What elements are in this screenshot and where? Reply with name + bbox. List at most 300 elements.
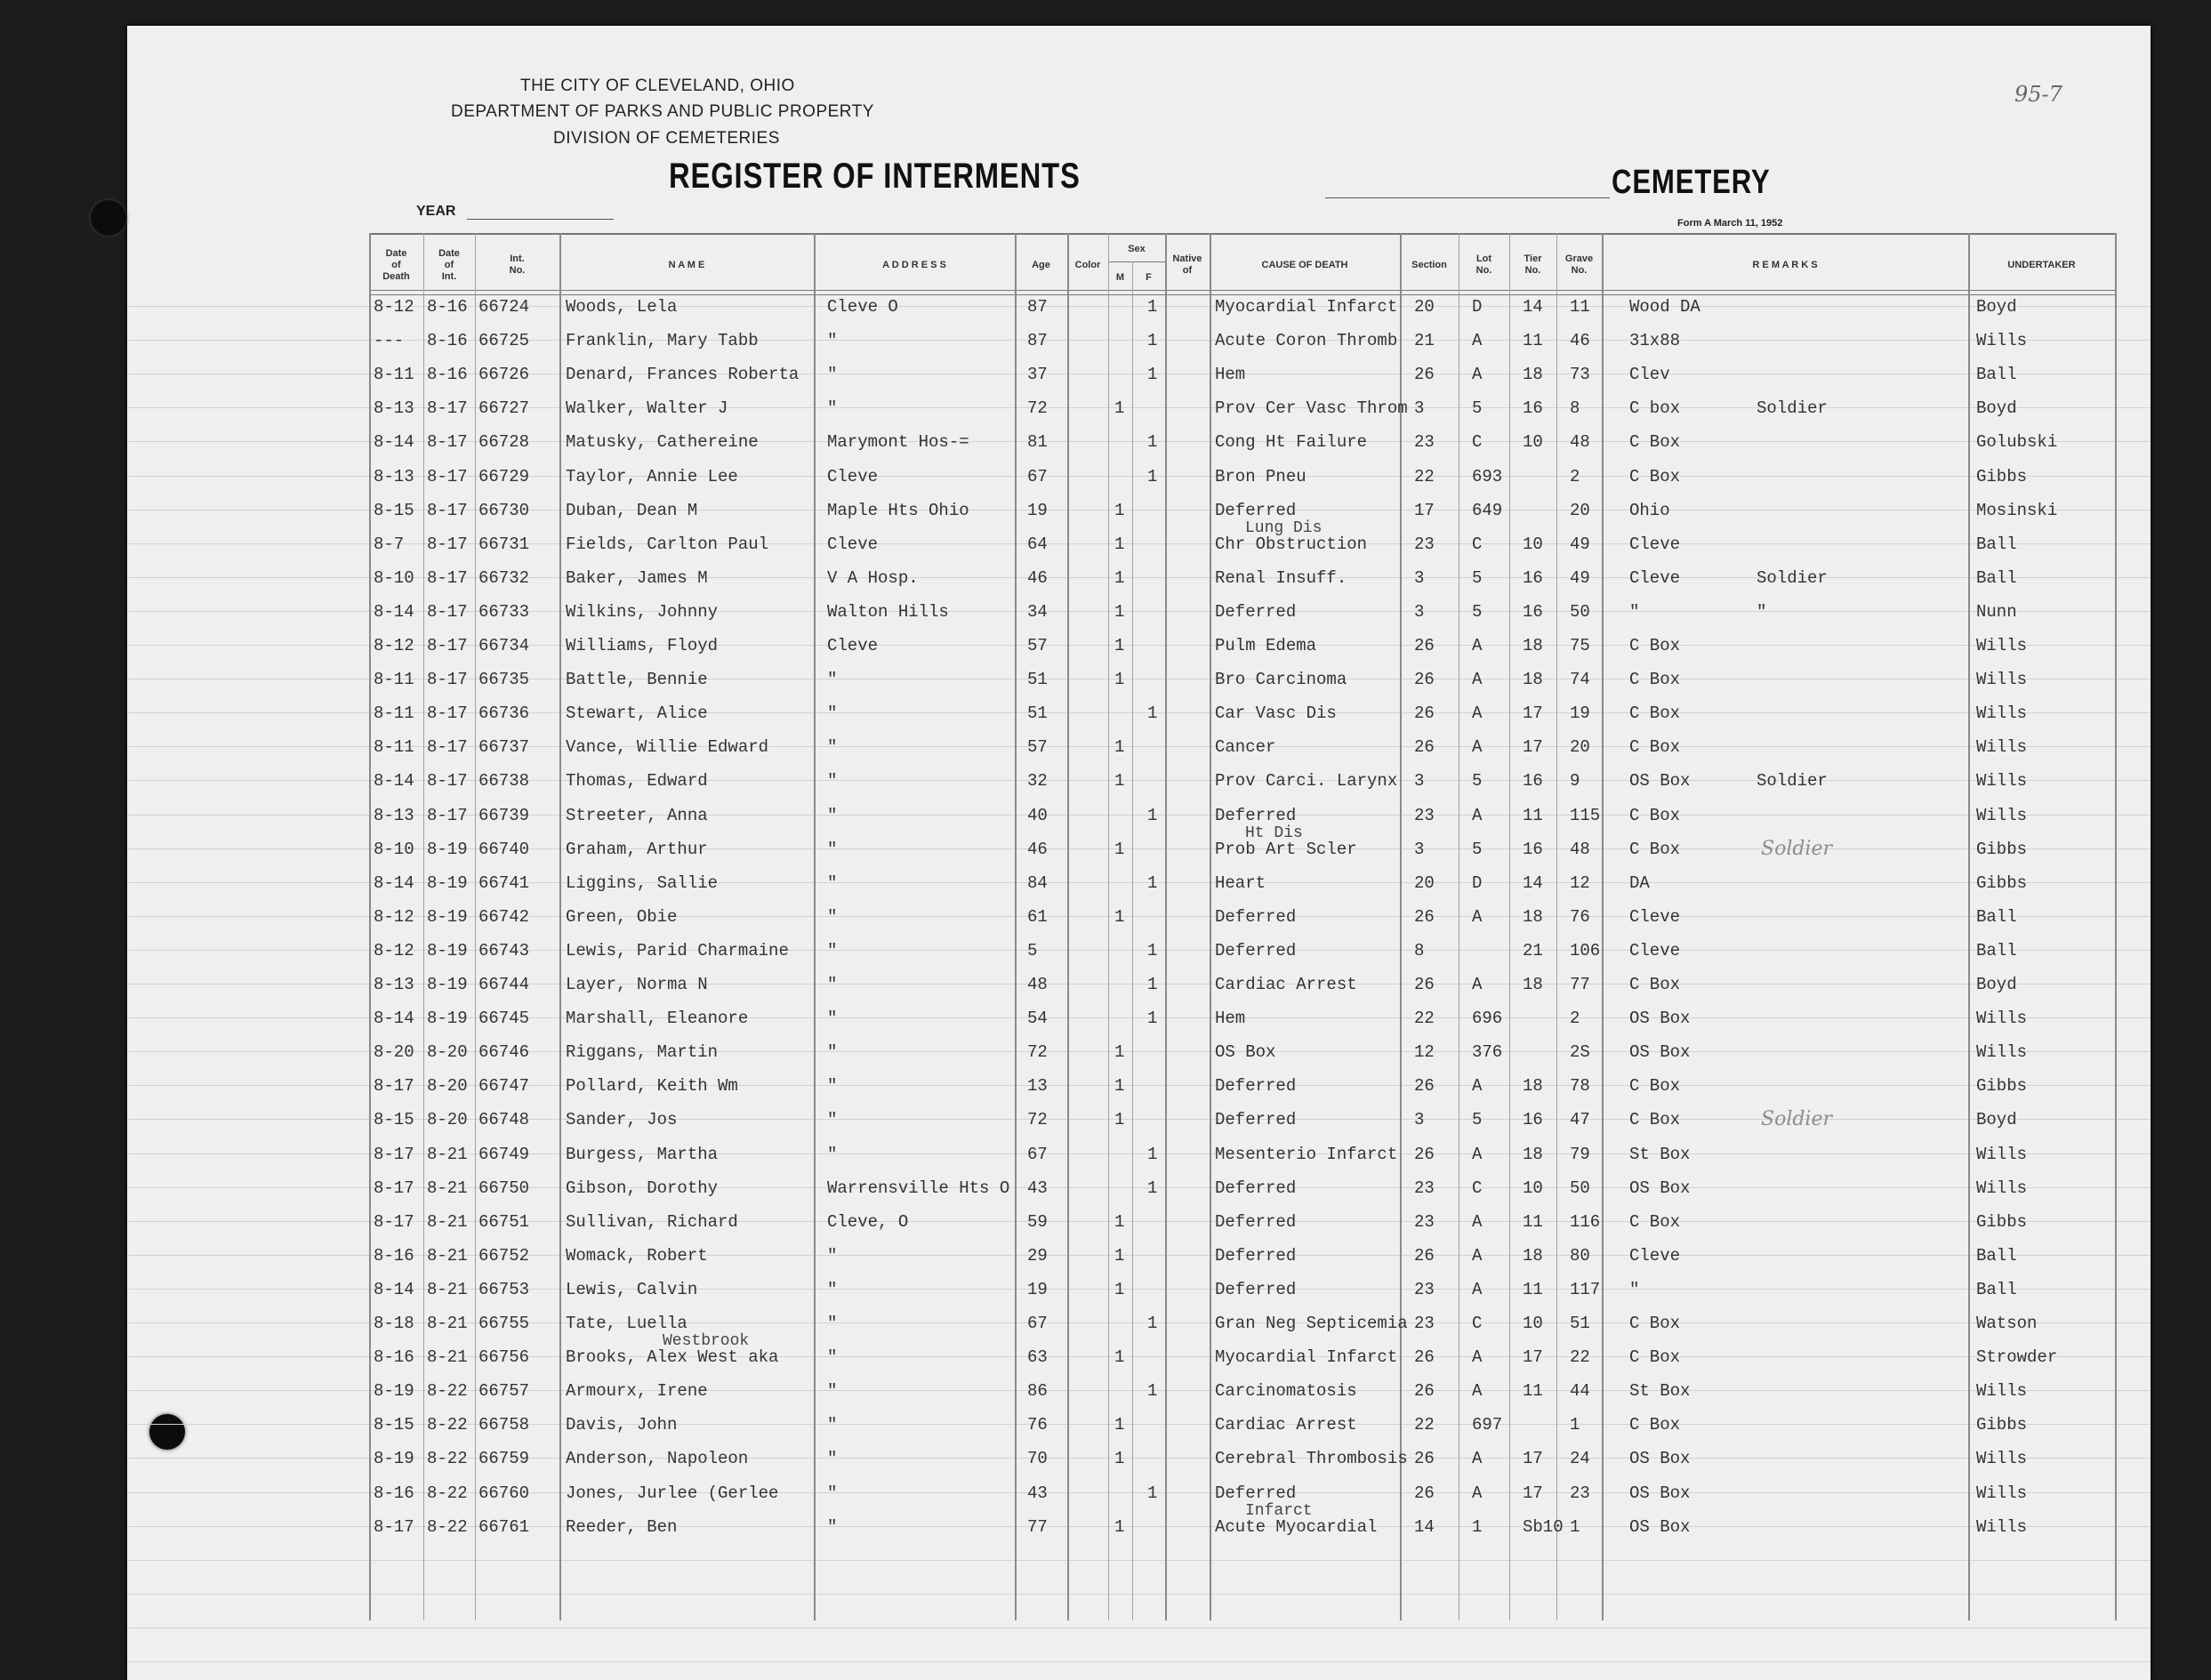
cell-di: 8-22 [427, 1381, 468, 1402]
cell-age: 64 [1027, 534, 1048, 554]
cell-lot: A [1472, 805, 1483, 825]
department-heading: DEPARTMENT OF PARKS AND PUBLIC PROPERTY [451, 102, 874, 121]
table-row [0, 1442, 2211, 1475]
cell-und: Boyd [1976, 1110, 2017, 1130]
cell-f: 1 [1147, 1381, 1158, 1402]
cell-addr: Cleve [827, 534, 879, 554]
cell-m: 1 [1114, 1245, 1125, 1266]
cell-und: Boyd [1976, 398, 2017, 419]
register-title: REGISTER OF INTERMENTS [669, 157, 1081, 196]
cell-no: 66746 [478, 1042, 530, 1063]
cell-age: 43 [1027, 1483, 1048, 1503]
cell-cause: Prob Art Scler [1215, 839, 1357, 859]
cell-tier: 18 [1523, 365, 1543, 385]
cell-dd: 8-14 [374, 601, 414, 622]
cell-dd: 8-11 [374, 737, 414, 758]
cell-grave: 20 [1570, 500, 1590, 520]
cell-sec: 23 [1414, 432, 1435, 453]
cell-m: 1 [1114, 1110, 1125, 1130]
cell-lot: A [1472, 1279, 1483, 1299]
cell-box: OS Box [1629, 1516, 1691, 1537]
cell-sec: 26 [1414, 737, 1435, 758]
table-row [0, 1408, 2211, 1442]
cell-cause: Deferred [1215, 1279, 1297, 1299]
cell-addr: " [827, 1076, 838, 1097]
cell-sec: 21 [1414, 331, 1435, 351]
cell-cause: Prov Carci. Larynx [1215, 771, 1398, 792]
cell-addr: " [827, 805, 838, 825]
cell-grave: 75 [1570, 636, 1590, 655]
cell-grave: 48 [1570, 432, 1590, 453]
cell-lot: A [1472, 331, 1483, 351]
cell-age: 67 [1027, 1314, 1048, 1333]
cell-sec: 20 [1414, 872, 1435, 893]
cell-age: 72 [1027, 1110, 1048, 1130]
cell-addr: " [827, 906, 838, 927]
cell-m: 1 [1114, 398, 1125, 419]
cell-lot: 5 [1472, 839, 1483, 859]
header-name: N A M E [668, 259, 705, 270]
cell-tier: 10 [1523, 432, 1543, 453]
cell-addr: " [827, 365, 838, 385]
cell-und: Gibbs [1976, 466, 2028, 486]
cell-no: 66747 [478, 1076, 530, 1097]
header-native: Native of [1172, 253, 1202, 276]
cell-age: 86 [1027, 1381, 1048, 1402]
cell-box: C Box [1629, 1314, 1681, 1333]
cell-addr: Maple Hts Ohio [827, 500, 969, 520]
cell-addr: " [827, 1042, 838, 1063]
cell-lot: 5 [1472, 398, 1483, 419]
cell-box: " [1629, 1279, 1640, 1299]
cell-dd: --- [374, 331, 405, 351]
cell-name: Duban, Dean M [566, 500, 698, 520]
cell-di: 8-17 [427, 771, 468, 792]
cell-tier: 18 [1523, 636, 1543, 655]
cell-und: Strowder [1976, 1347, 2058, 1368]
cell-lot: A [1472, 1347, 1483, 1368]
cell-name: Liggins, Sallie [566, 872, 719, 893]
cell-no: 66726 [478, 365, 530, 385]
cell-di: 8-17 [427, 567, 468, 588]
cell-m: 1 [1114, 567, 1125, 588]
cell-und: Watson [1976, 1314, 2038, 1333]
cell-cause: Deferred [1215, 1110, 1297, 1130]
cell-lot: 649 [1472, 500, 1503, 520]
cell-di: 8-16 [427, 297, 468, 317]
cell-f: 1 [1147, 1314, 1158, 1333]
cell-di: 8-21 [427, 1178, 468, 1198]
cell-remark: " [1757, 601, 1767, 622]
cell-tier: 21 [1523, 940, 1543, 961]
cell-name: Williams, Floyd [566, 636, 719, 655]
cell-box: Cleve [1629, 906, 1681, 927]
cell-tier: 16 [1523, 1110, 1543, 1130]
cell-no: 66739 [478, 805, 530, 825]
cell-cause: Deferred [1215, 1211, 1297, 1232]
table-row [0, 900, 2211, 934]
cell-di: 8-21 [427, 1347, 468, 1368]
cell-box: OS Box [1629, 1009, 1691, 1029]
cell-sec: 26 [1414, 636, 1435, 655]
cell-box: C Box [1629, 1415, 1681, 1435]
cell-di: 8-22 [427, 1516, 468, 1537]
cell-age: 32 [1027, 771, 1048, 792]
cell-grave: 9 [1570, 771, 1580, 792]
cell-addr: " [827, 839, 838, 859]
cell-box: C box [1629, 398, 1681, 419]
cell-addr: " [827, 1415, 838, 1435]
cell-no: 66727 [478, 398, 530, 419]
cell-addr: " [827, 670, 838, 690]
cell-tier: 18 [1523, 1245, 1543, 1266]
cell-age: 70 [1027, 1449, 1048, 1469]
cell-und: Wills [1976, 331, 2028, 351]
cell-addr: Cleve [827, 466, 879, 486]
cell-name: Layer, Norma N [566, 975, 708, 994]
table-row [0, 391, 2211, 425]
cell-m: 1 [1114, 737, 1125, 758]
cell-name: Davis, John [566, 1415, 678, 1435]
cell-tier: 10 [1523, 1178, 1543, 1198]
cell-box: St Box [1629, 1144, 1691, 1164]
cell-lot: A [1472, 1381, 1483, 1402]
cell-und: Wills [1976, 1381, 2028, 1402]
cell-cause: Deferred [1215, 906, 1297, 927]
cell-tier: 16 [1523, 771, 1543, 792]
cell-cause: Deferred [1215, 1483, 1297, 1503]
cell-grave: 80 [1570, 1245, 1590, 1266]
cell-no: 66760 [478, 1483, 530, 1503]
cell-dd: 8-11 [374, 703, 414, 724]
cell-cause: Cancer [1215, 737, 1276, 758]
cell-sec: 3 [1414, 771, 1425, 792]
cell-lot: A [1472, 1144, 1483, 1164]
cell-name: Gibson, Dorothy [566, 1178, 719, 1198]
cell-box: " [1629, 601, 1640, 622]
cell-no: 66745 [478, 1009, 530, 1029]
cell-und: Nunn [1976, 601, 2017, 622]
table-row [0, 358, 2211, 391]
cell-f: 1 [1147, 432, 1158, 453]
header-remarks: R E M A R K S [1752, 259, 1818, 270]
cell-no: 66753 [478, 1279, 530, 1299]
cell-dd: 8-12 [374, 636, 414, 655]
cell-m: 1 [1114, 771, 1125, 792]
cell-di: 8-20 [427, 1110, 468, 1130]
form-label: Form A March 11, 1952 [1677, 218, 1783, 229]
cell-box: Wood DA [1629, 297, 1700, 317]
cell-box: Cleve [1629, 567, 1681, 588]
cell-cause: Pulm Edema [1215, 636, 1317, 655]
cell-sec: 20 [1414, 297, 1435, 317]
cell-di: 8-21 [427, 1279, 468, 1299]
cell-remark: Soldier [1757, 398, 1828, 419]
cell-age: 84 [1027, 872, 1048, 893]
cell-sec: 26 [1414, 1381, 1435, 1402]
cell-no: 66748 [478, 1110, 530, 1130]
table-row [0, 764, 2211, 798]
cell-tier: 18 [1523, 906, 1543, 927]
cell-f: 1 [1147, 1178, 1158, 1198]
cell-dd: 8-15 [374, 500, 414, 520]
cell-lot: D [1472, 297, 1483, 317]
cell-sec: 3 [1414, 567, 1425, 588]
cell-und: Ball [1976, 534, 2017, 554]
header-address: A D D R E S S [882, 259, 946, 270]
cell-di: 8-21 [427, 1211, 468, 1232]
cell-addr: Walton Hills [827, 601, 949, 622]
cell-grave: 1 [1570, 1516, 1580, 1537]
cell-age: 59 [1027, 1211, 1048, 1232]
cell-lot: A [1472, 1449, 1483, 1469]
cell-no: 66730 [478, 500, 530, 520]
handwritten-remark: Soldier [1761, 837, 1833, 860]
cell-name: Denard, Frances Roberta [566, 365, 800, 385]
city-heading: THE CITY OF CLEVELAND, OHIO [520, 76, 795, 95]
cell-lot: A [1472, 636, 1483, 655]
cell-m: 1 [1114, 1211, 1125, 1232]
cell-name: Green, Obie [566, 906, 678, 927]
cell-und: Wills [1976, 737, 2028, 758]
table-row [0, 1069, 2211, 1103]
cell-di: 8-17 [427, 500, 468, 520]
cell-dd: 8-14 [374, 1279, 414, 1299]
cell-name: Anderson, Napoleon [566, 1449, 749, 1469]
cell-name: Riggans, Martin [566, 1042, 719, 1063]
cell-no: 66755 [478, 1314, 530, 1333]
cell-lot: A [1472, 670, 1483, 690]
cell-sec: 26 [1414, 1245, 1435, 1266]
table-row [0, 1137, 2211, 1171]
cell-age: 43 [1027, 1178, 1048, 1198]
cell-cause: Myocardial Infarct [1215, 297, 1398, 317]
cell-age: 76 [1027, 1415, 1048, 1435]
cell-lot: A [1472, 365, 1483, 385]
cell-box: C Box [1629, 805, 1681, 825]
year-label: YEAR [416, 204, 456, 219]
cell-und: Wills [1976, 670, 2028, 690]
cell-di: 8-19 [427, 872, 468, 893]
cell-box: C Box [1629, 839, 1681, 859]
cell-sec: 23 [1414, 1279, 1435, 1299]
cell-no: 66731 [478, 534, 530, 554]
cell-m: 1 [1114, 534, 1125, 554]
cell-name: Taylor, Annie Lee [566, 466, 738, 486]
cell-age: 81 [1027, 432, 1048, 453]
cell-no: 66751 [478, 1211, 530, 1232]
cell-lot: A [1472, 975, 1483, 994]
cell-dd: 8-16 [374, 1347, 414, 1368]
cell-f: 1 [1147, 365, 1158, 385]
cell-grave: 117 [1570, 1279, 1601, 1299]
cell-m: 1 [1114, 636, 1125, 655]
table-row [0, 799, 2211, 832]
cell-no: 66740 [478, 839, 530, 859]
cell-sec: 23 [1414, 534, 1435, 554]
cell-sec: 3 [1414, 839, 1425, 859]
cell-age: 13 [1027, 1076, 1048, 1097]
cell-box: C Box [1629, 975, 1681, 994]
cell-addr: " [827, 398, 838, 419]
cell-lot: A [1472, 1211, 1483, 1232]
cell-di: 8-19 [427, 1009, 468, 1029]
header-age: Age [1032, 259, 1050, 270]
cell-lot: 5 [1472, 771, 1483, 792]
cell-cause: Acute Myocardial [1215, 1516, 1378, 1537]
cell-grave: 49 [1570, 534, 1590, 554]
cell-lot: C [1472, 534, 1483, 554]
cell-di: 8-16 [427, 331, 468, 351]
cell-sec: 26 [1414, 670, 1435, 690]
cell-name: Womack, Robert [566, 1245, 708, 1266]
cell-name: Sullivan, Richard [566, 1211, 738, 1232]
cell-addr: Marymont Hos-= [827, 432, 969, 453]
cell-name: Woods, Lela [566, 297, 678, 317]
cell-und: Gibbs [1976, 872, 2028, 893]
cell-und: Ball [1976, 940, 2017, 961]
cell-lot: A [1472, 1245, 1483, 1266]
cell-addr: Cleve [827, 636, 879, 655]
header-int_no: Int. No. [509, 253, 526, 276]
cell-age: 29 [1027, 1245, 1048, 1266]
cell-addr: " [827, 1449, 838, 1469]
cell-di: 8-19 [427, 906, 468, 927]
cell-lot: 5 [1472, 1110, 1483, 1130]
cell-di: 8-17 [427, 466, 468, 486]
cell-remark: Soldier [1757, 567, 1828, 588]
cell-cause: Mesenterio Infarct [1215, 1144, 1398, 1164]
cell-box: 31x88 [1629, 331, 1681, 351]
cell-addr: " [827, 1144, 838, 1164]
cell-und: Wills [1976, 1042, 2028, 1063]
cell-sec: 22 [1414, 1009, 1435, 1029]
cell-dd: 8-17 [374, 1144, 414, 1164]
ruled-line [127, 1594, 2151, 1595]
cell-age: 34 [1027, 601, 1048, 622]
cell-dd: 8-11 [374, 670, 414, 690]
cell-cause: Myocardial Infarct [1215, 1347, 1398, 1368]
cell-box: C Box [1629, 432, 1681, 453]
cell-und: Mosinski [1976, 500, 2058, 520]
cell-addr: " [827, 1381, 838, 1402]
cell-no: 66737 [478, 737, 530, 758]
cell-tier: 14 [1523, 297, 1543, 317]
cell-tier: 11 [1523, 1211, 1543, 1232]
cause-note: Infarct [1245, 1501, 1313, 1520]
cell-age: 46 [1027, 567, 1048, 588]
cell-und: Wills [1976, 636, 2028, 655]
table-row [0, 425, 2211, 459]
cell-sec: 22 [1414, 1415, 1435, 1435]
cell-dd: 8-17 [374, 1178, 414, 1198]
cell-addr: " [827, 975, 838, 994]
cell-sec: 12 [1414, 1042, 1435, 1063]
cell-f: 1 [1147, 703, 1158, 724]
cell-cause: Chr Obstruction [1215, 534, 1368, 554]
cell-box: C Box [1629, 636, 1681, 655]
cell-cause: OS Box [1215, 1042, 1276, 1063]
cell-box: OS Box [1629, 771, 1691, 792]
cell-dd: 8-10 [374, 567, 414, 588]
cell-sec: 23 [1414, 1211, 1435, 1232]
cell-no: 66750 [478, 1178, 530, 1198]
cell-tier: 11 [1523, 331, 1543, 351]
cell-und: Ball [1976, 567, 2017, 588]
table-row [0, 663, 2211, 696]
cell-age: 48 [1027, 975, 1048, 994]
cell-grave: 23 [1570, 1483, 1590, 1503]
cell-box: C Box [1629, 737, 1681, 758]
cell-und: Boyd [1976, 297, 2017, 317]
cell-tier: 16 [1523, 567, 1543, 588]
cell-dd: 8-17 [374, 1076, 414, 1097]
cell-remark: Soldier [1757, 771, 1828, 792]
cell-und: Wills [1976, 1178, 2028, 1198]
cell-f: 1 [1147, 805, 1158, 825]
cell-addr: " [827, 1279, 838, 1299]
cell-name: Stewart, Alice [566, 703, 708, 724]
cell-tier: 18 [1523, 1144, 1543, 1164]
cell-sec: 23 [1414, 805, 1435, 825]
cell-grave: 2S [1570, 1042, 1590, 1063]
table-row [0, 1374, 2211, 1408]
cell-sec: 26 [1414, 975, 1435, 994]
cell-dd: 8-10 [374, 839, 414, 859]
cell-und: Ball [1976, 365, 2017, 385]
cell-lot: 376 [1472, 1042, 1503, 1063]
cell-lot: 696 [1472, 1009, 1503, 1029]
cell-addr: " [827, 737, 838, 758]
cell-di: 8-19 [427, 940, 468, 961]
cell-lot: 5 [1472, 567, 1483, 588]
cell-di: 8-17 [427, 636, 468, 655]
cell-name: Lewis, Parid Charmaine [566, 940, 789, 961]
cell-cause: Cardiac Arrest [1215, 975, 1357, 994]
cemetery-label: CEMETERY [1612, 164, 1771, 201]
cell-grave: 12 [1570, 872, 1590, 893]
cell-no: 66734 [478, 636, 530, 655]
year-field-line [467, 219, 614, 220]
table-row [0, 1476, 2211, 1510]
cell-und: Ball [1976, 1279, 2017, 1299]
cell-cause: Carcinomatosis [1215, 1381, 1357, 1402]
cell-grave: 78 [1570, 1076, 1590, 1097]
cell-grave: 11 [1570, 297, 1590, 317]
cell-addr: " [827, 1110, 838, 1130]
cemetery-field-line [1325, 197, 1610, 198]
cell-addr: " [827, 1347, 838, 1368]
cell-und: Wills [1976, 771, 2028, 792]
cell-addr: " [827, 872, 838, 893]
cell-dd: 8-15 [374, 1110, 414, 1130]
cell-name: Tate, Luella [566, 1314, 687, 1333]
cell-name: Fields, Carlton Paul [566, 534, 769, 554]
cell-no: 66757 [478, 1381, 530, 1402]
table-row [0, 1103, 2211, 1137]
cell-und: Wills [1976, 805, 2028, 825]
cell-sec: 23 [1414, 1314, 1435, 1333]
header-undertaker: UNDERTAKER [2007, 259, 2076, 270]
cell-no: 66732 [478, 567, 530, 588]
table-row [0, 595, 2211, 629]
table-row [0, 866, 2211, 900]
cell-box: St Box [1629, 1381, 1691, 1402]
header-date_int: Date of Int. [438, 247, 460, 282]
table-row [0, 968, 2211, 1001]
cell-lot: A [1472, 906, 1483, 927]
cell-f: 1 [1147, 1483, 1158, 1503]
